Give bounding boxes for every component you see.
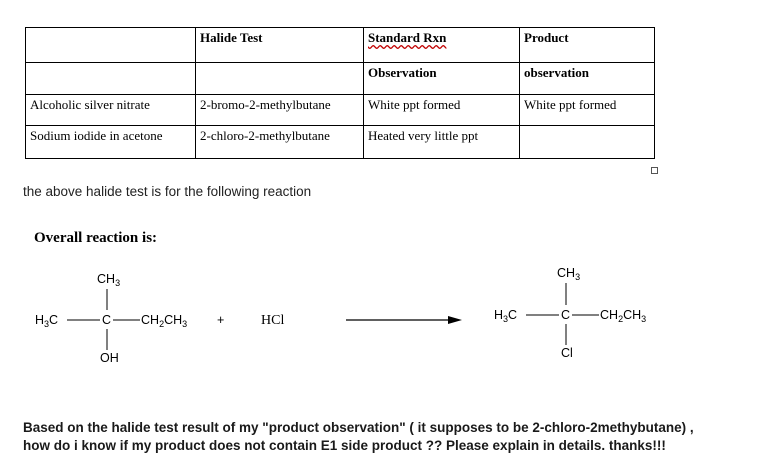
standard-observation-cell: White ppt formed	[364, 95, 520, 126]
product-center-atom: C	[561, 308, 571, 322]
product-observation-cell: White ppt formed	[520, 95, 655, 126]
reactant-center-atom: C	[102, 313, 112, 327]
reactant-structure	[35, 272, 187, 365]
product-top-group: $CH_3$	[557, 266, 581, 282]
product-bottom-group: Cl	[561, 346, 573, 360]
question-line-1: Based on the halide test result of my "product observation" ( it supposes to be 2-chloro-2methybutane) ,	[23, 420, 694, 435]
plus-sign: +	[217, 313, 225, 327]
reactant-left-group: $H_3C$	[35, 313, 59, 329]
standard-observation-cell: Heated very little ppt	[364, 126, 520, 159]
question-line-2: how do i know if my product does not contain E1 side product ?? Please explain in details. thanks!!!	[23, 438, 666, 453]
product-structure	[494, 266, 646, 360]
reagent-cell: Alcoholic silver nitrate	[26, 95, 196, 126]
reaction-arrowhead	[448, 316, 462, 324]
reagent-cell: Sodium iodide in acetone	[26, 126, 196, 159]
intro-text: the above halide test is for the following reaction	[23, 184, 312, 199]
reactant-right-group: $CH_2CH_3$	[141, 313, 188, 329]
header-product-observation: observation	[520, 63, 655, 95]
header-halide-test: Halide Test	[196, 28, 364, 63]
header-observation: Observation	[364, 63, 520, 95]
header-product: Product	[520, 28, 655, 63]
question-text	[23, 419, 743, 455]
header-standard-rxn-text: Standard Rxn	[368, 30, 447, 45]
overall-reaction-title: Overall reaction is:	[34, 230, 158, 246]
reactant-bottom-group: OH	[100, 351, 119, 365]
halide-cell: 2-bromo-2-methylbutane	[196, 95, 364, 126]
product-right-group: $CH_2CH_3$	[600, 308, 647, 324]
halide-cell: 2-chloro-2-methylbutane	[196, 126, 364, 159]
reagent-hcl: HCl	[261, 313, 285, 328]
reactant-top-group: $CH_3$	[97, 272, 121, 288]
product-left-group: $H_3C$	[494, 308, 518, 324]
